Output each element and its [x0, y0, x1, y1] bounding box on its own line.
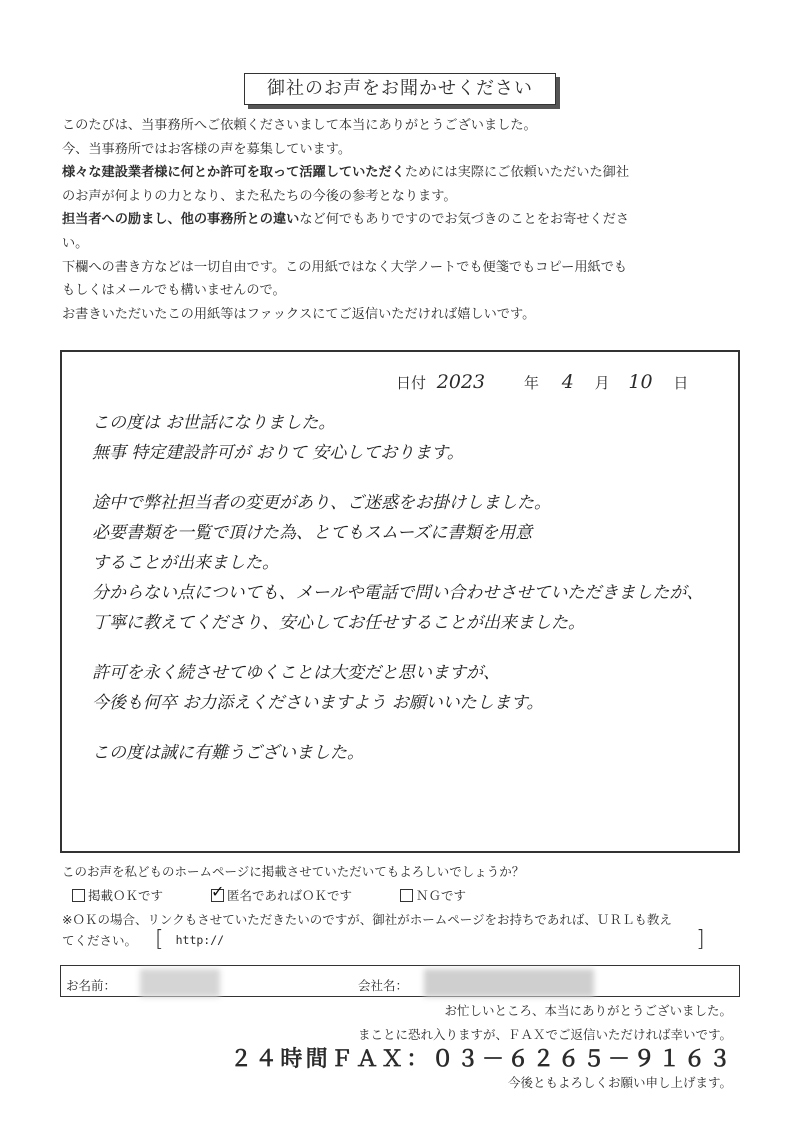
message-line: 無事 特定建設許可が おりて 安心しております。 [92, 443, 464, 463]
intro-text-part: い。 [62, 235, 89, 251]
message-gap [92, 468, 722, 488]
message-line: 今後も何卒 お力添えくださいますよう お願いいたします。 [92, 693, 544, 713]
message-line: 途中で弊社担当者の変更があり、ご迷惑をお掛けしました。 [92, 493, 551, 513]
permission-options [72, 886, 514, 904]
message-line: この度は誠に有難うございました。 [92, 743, 364, 763]
checkbox-checked[interactable] [211, 889, 224, 902]
message-line: 必要書類を一覧で頂けた為、とてもスムーズに書類を用意 [92, 523, 533, 543]
option-label: ＮＧです [416, 888, 467, 903]
intro-line [62, 138, 752, 162]
bracket-open: [ [155, 927, 164, 952]
intro-text-part: 下欄への書き方などは一切自由です。この用紙ではなく大学ノートでも便箋でもコピー用紙でも [62, 259, 628, 275]
company-redacted[interactable] [424, 969, 594, 997]
intro-text-part: お書きいただいたこの用紙等はファックスにてご返信いただければ嬉しいです。 [62, 306, 536, 322]
fax-number: ２４時間ＦＡＸ：０３－６２６５－９１６３ [229, 1047, 734, 1072]
name-label: お名前： [66, 978, 117, 993]
intro-line [62, 279, 752, 303]
intro-line [62, 114, 752, 138]
intro-line [62, 185, 752, 209]
checkbox[interactable] [72, 889, 85, 902]
url-note: ※ＯＫの場合、リンクもさせていただきたいのですが、御社がホームページをお持ちであれば、ＵＲＬも教え [62, 912, 672, 927]
footer-thanks: お忙しいところ、本当にありがとうございました。 [444, 1003, 732, 1018]
url-note-cont: てください。 [62, 933, 138, 948]
date-label: 日付 [396, 374, 427, 392]
intro-text-part: もしくはメールでも構いませんので。 [62, 283, 286, 299]
intro-text-part: このたびは、当事務所へご依頼くださいまして本当にありがとうございました。 [62, 118, 537, 133]
intro-text-part: など何でもありですのでお気づきのことをお寄せくださ [299, 212, 630, 228]
message-line: することが出来ました。 [92, 553, 279, 573]
url-row [62, 927, 705, 952]
message-gap [92, 718, 722, 738]
url-input[interactable]: http:// [175, 933, 225, 947]
checkbox[interactable] [400, 889, 413, 902]
permission-option[interactable] [211, 886, 352, 904]
permission-option[interactable] [72, 886, 163, 904]
handwritten-message [92, 408, 722, 768]
option-label: 掲載ＯＫです [88, 888, 164, 903]
footer-request: まことに恐れ入りますが、ＦＡＸでご返信いただければ幸いです。 [357, 1027, 732, 1042]
name-redacted[interactable] [140, 969, 220, 997]
intro-line [62, 161, 752, 185]
date-day-unit: 日 [673, 374, 689, 392]
intro-emphasis: 担当者への励まし、他の事務所との違い [62, 212, 300, 228]
date-month-unit: 月 [594, 374, 610, 392]
intro-text-part: のお声が何よりの力となり、また私たちの今後の参考となります。 [62, 188, 457, 204]
intro-line [62, 256, 752, 280]
message-line: 許可を永く続させてゆくことは大変だと思いますが、 [92, 663, 500, 683]
date-year-unit: 年 [523, 374, 539, 392]
date-field[interactable] [396, 371, 688, 393]
company-label: 会社名： [358, 978, 409, 993]
date-year: 2023 [436, 371, 486, 393]
intro-text-part: ためには実際にご依頼いただいた御社 [404, 165, 630, 181]
bracket-close: ] [696, 927, 705, 952]
intro-text-part: 今、当事務所ではお客様の声を募集しています。 [62, 141, 352, 157]
footer-closing: 今後ともよろしくお願い申し上げます。 [507, 1075, 732, 1090]
intro-line [62, 303, 752, 327]
message-line: 分からない点についても、メールや電話で問い合わせさせていただきましたが、 [92, 583, 704, 603]
intro-line [62, 208, 752, 232]
option-label: 匿名であればＯＫです [227, 888, 353, 903]
intro-emphasis: 様々な建設業者様に何とか許可を取って活躍していただく [62, 165, 405, 181]
permission-option[interactable] [400, 886, 466, 904]
intro-line [62, 232, 752, 256]
message-line: この度は お世話になりました。 [92, 413, 336, 433]
permission-question: このお声を私どものホームページに掲載させていただいてもよろしいでしょうか？ [62, 864, 525, 879]
date-month: 4 [561, 371, 574, 393]
date-day: 10 [628, 371, 653, 393]
form-title: 御社のお声をお聞かせください [244, 73, 556, 105]
message-gap [92, 638, 722, 658]
intro-text [62, 114, 752, 326]
message-line: 丁寧に教えてくださり、安心してお任せすることが出来ました。 [92, 613, 585, 633]
